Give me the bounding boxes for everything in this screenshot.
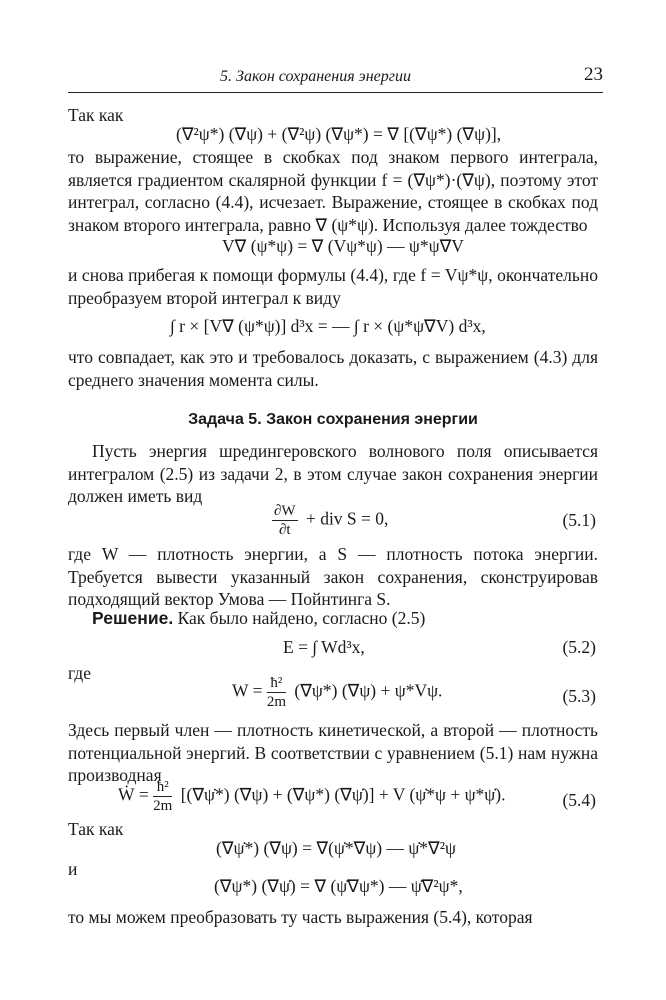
paragraph-gradient: то выражение, стоящее в скобках под знаком первого интеграла, является градиентом скалярной функции f = (∇ψ*)·(∇ψ), поэтому этот интеграл, согласно (4.4), исчезает. Выражение, стоящее в скобках под знаком второго интеграла, равно ∇ (ψ*ψ). Используя далее тождество — [68, 147, 598, 235]
paragraph-definitions: где W — плотность энергии, а S — плотность потока энергии. Требуется вывести указанный закон сохранения, сконструировав подходящий вектор Умова — Пойнтинга S. — [68, 544, 598, 609]
solution-label: Решение. — [92, 608, 174, 628]
fraction-dw-dt: $\frac{\partial W}{\partial t}$ — [274, 503, 296, 538]
equation-identity-1: (∇²ψ*) (∇ψ) + (∇²ψ) (∇ψ*) = ∇ [(∇ψ*) (∇ψ)], — [176, 124, 502, 144]
equation-number-5-1: (5.1) — [562, 510, 596, 530]
equation-5-2: E = ∫ Wd³x, — [283, 637, 365, 657]
equation-number-5-4: (5.4) — [562, 790, 596, 810]
running-title: 5. Закон сохранения энергии — [220, 68, 411, 85]
paragraph-solution: Решение. Как было найдено, согласно (2.5) — [92, 608, 426, 628]
page-number: 23 — [584, 64, 603, 85]
paragraph-energy-terms: Здесь первый член — плотность кинетической, а второй — плотность потенциальной энергий. В соответствии с уравнением (5.1) нам нужна производная — [68, 720, 598, 785]
equation-identity-4: (∇ψ*) (∇ψ̇) = ∇ (ψ̇∇ψ*) — ψ̇∇²ψ*, — [214, 876, 463, 896]
and-word: и — [68, 859, 78, 879]
equation-number-5-2: (5.2) — [562, 637, 596, 657]
paragraph-since: Так как — [68, 819, 124, 839]
paragraph-conclusion: что совпадает, как это и требовалось доказать, с выражением (4.3) для среднего значения момента силы. — [68, 347, 598, 390]
intro-lead: Так как — [68, 105, 124, 125]
equation-5-1: $\frac{\partial W}{\partial t}$ + div S = 0, — [274, 503, 389, 538]
equation-number-5-3: (5.3) — [562, 686, 596, 706]
equation-identity-2: V∇ (ψ*ψ) = ∇ (Vψ*ψ) — ψ*ψ∇V — [222, 236, 464, 256]
equation-5-3: W = $\frac{\text{ħ²}}{2m}$ (∇ψ*) (∇ψ) + ψ*Vψ. — [232, 675, 443, 710]
running-header — [68, 66, 603, 93]
equation-5-4: Ẇ = $\frac{\text{ħ²}}{2m}$ [(∇ψ̇*) (∇ψ) + (∇ψ*) (∇ψ̇)] + V (ψ̇*ψ + ψ*ψ̇). — [118, 779, 506, 814]
fraction-hbar-2m-2: $\frac{\text{ħ²}}{2m}$ — [153, 779, 173, 814]
paragraph-formula-44: и снова прибегая к помощи формулы (4.4), где f = Vψ*ψ, окончательно преобразуем второй интеграл к виду — [68, 265, 598, 308]
equation-identity-3: (∇ψ̇*) (∇ψ) = ∇(ψ̇*∇ψ) — ψ̇*∇²ψ — [216, 838, 456, 858]
paragraph-problem-statement: Пусть энергия шредингеровского волнового поля описывается интегралом (2.5) из задачи 2, в этом случае закон сохранения энергии должен иметь вид — [68, 441, 598, 506]
fraction-hbar-2m: $\frac{\text{ħ²}}{2m}$ — [266, 675, 286, 710]
equation-integral: ∫ r × [V∇ (ψ*ψ)] d³x = — ∫ r × (ψ*ψ∇V) d³x, — [170, 316, 486, 336]
paragraph-transform: то мы можем преобразовать ту часть выражения (5.4), которая — [68, 907, 533, 927]
section-heading: Задача 5. Закон сохранения энергии — [188, 411, 478, 428]
where-label: где — [68, 663, 91, 683]
